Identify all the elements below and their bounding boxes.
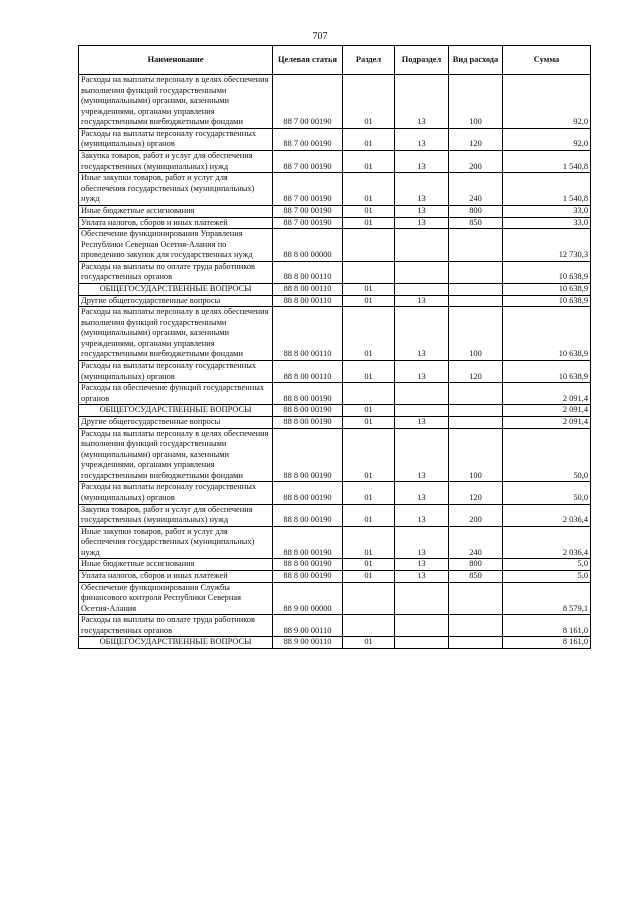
cell-name: Уплата налогов, сборов и иных платежей xyxy=(79,571,273,583)
cell-vid: 120 xyxy=(449,361,503,383)
cell-target-code: 88 8 00 00190 xyxy=(273,504,343,526)
cell-target-code: 88 7 00 00190 xyxy=(273,75,343,129)
cell-target-code: 88 7 00 00190 xyxy=(273,217,343,229)
cell-target-code: 88 8 00 00190 xyxy=(273,428,343,482)
cell-razdel xyxy=(343,383,395,405)
table-row xyxy=(79,205,591,217)
cell-name: Другие общегосударственные вопросы xyxy=(79,416,273,428)
cell-razdel: 01 xyxy=(343,482,395,504)
cell-target-code: 88 8 00 00190 xyxy=(273,405,343,417)
cell-podrazdel: 13 xyxy=(395,361,449,383)
cell-name: ОБЩЕГОСУДАРСТВЕННЫЕ ВОПРОСЫ xyxy=(79,405,273,417)
table-row xyxy=(79,416,591,428)
cell-name: Закупка товаров, работ и услуг для обеспечения государственных (муниципальных) нужд xyxy=(79,504,273,526)
cell-razdel: 01 xyxy=(343,416,395,428)
table-row xyxy=(79,405,591,417)
cell-target-code: 88 8 00 00110 xyxy=(273,283,343,295)
cell-name: Обеспечение функционирования Службы финансового контроля Республики Северная Осетия-Алания xyxy=(79,582,273,615)
cell-target-code: 88 8 00 00190 xyxy=(273,383,343,405)
cell-razdel: 01 xyxy=(343,173,395,206)
cell-target-code: 88 9 00 00110 xyxy=(273,615,343,637)
cell-vid xyxy=(449,283,503,295)
table-body xyxy=(79,75,591,649)
cell-vid xyxy=(449,295,503,307)
cell-sum: 1 540,8 xyxy=(503,151,591,173)
header-row xyxy=(79,46,591,75)
cell-name: Закупка товаров, работ и услуг для обеспечения государственных (муниципальных) нужд xyxy=(79,151,273,173)
table-row xyxy=(79,75,591,129)
cell-name: Иные закупки товаров, работ и услуг для обеспечения государственных (муниципальных) нужд xyxy=(79,173,273,206)
table-row xyxy=(79,307,591,361)
cell-target-code: 88 8 00 00190 xyxy=(273,482,343,504)
cell-name: Расходы на выплаты персоналу государственных (муниципальных) органов xyxy=(79,482,273,504)
header-razdel: Раздел xyxy=(343,46,395,75)
header-podrazdel: Подраздел xyxy=(395,46,449,75)
cell-name: Расходы на выплаты персоналу государственных (муниципальных) органов xyxy=(79,361,273,383)
cell-vid: 240 xyxy=(449,173,503,206)
cell-podrazdel: 13 xyxy=(395,128,449,150)
cell-name: Другие общегосударственные вопросы xyxy=(79,295,273,307)
table-row xyxy=(79,582,591,615)
cell-razdel: 01 xyxy=(343,75,395,129)
cell-name: ОБЩЕГОСУДАРСТВЕННЫЕ ВОПРОСЫ xyxy=(79,637,273,649)
cell-podrazdel xyxy=(395,615,449,637)
table-row xyxy=(79,428,591,482)
table-header xyxy=(79,46,591,75)
cell-target-code: 88 8 00 00190 xyxy=(273,571,343,583)
cell-podrazdel: 13 xyxy=(395,428,449,482)
cell-sum: 12 730,3 xyxy=(503,229,591,262)
cell-vid xyxy=(449,229,503,262)
cell-razdel: 01 xyxy=(343,571,395,583)
table-row xyxy=(79,128,591,150)
cell-sum: 1 540,8 xyxy=(503,173,591,206)
cell-name: Расходы на выплаты по оплате труда работников государственных органов xyxy=(79,615,273,637)
cell-razdel: 01 xyxy=(343,526,395,559)
cell-razdel: 01 xyxy=(343,205,395,217)
cell-podrazdel xyxy=(395,283,449,295)
cell-vid: 800 xyxy=(449,205,503,217)
cell-name: ОБЩЕГОСУДАРСТВЕННЫЕ ВОПРОСЫ xyxy=(79,283,273,295)
cell-podrazdel: 13 xyxy=(395,307,449,361)
header-sum: Сумма xyxy=(503,46,591,75)
header-vid: Вид расхода xyxy=(449,46,503,75)
cell-name: Иные бюджетные ассигнования xyxy=(79,205,273,217)
cell-sum: 8 579,1 xyxy=(503,582,591,615)
cell-name: Расходы на выплаты персоналу в целях обеспечения выполнения функций государственными (муниципальными) органами, казенными учреждениями, органами управления государственными внебюджетными фондами xyxy=(79,307,273,361)
cell-podrazdel xyxy=(395,637,449,649)
cell-target-code: 88 8 00 00190 xyxy=(273,559,343,571)
cell-target-code: 88 8 00 00000 xyxy=(273,229,343,262)
cell-vid xyxy=(449,405,503,417)
cell-vid: 100 xyxy=(449,307,503,361)
cell-vid: 120 xyxy=(449,128,503,150)
cell-razdel: 01 xyxy=(343,361,395,383)
cell-razdel xyxy=(343,261,395,283)
cell-vid: 100 xyxy=(449,428,503,482)
cell-sum: 10 638,9 xyxy=(503,307,591,361)
table-row xyxy=(79,571,591,583)
cell-name: Расходы на выплаты по оплате труда работников государственных органов xyxy=(79,261,273,283)
header-code: Целевая статья xyxy=(273,46,343,75)
cell-vid xyxy=(449,637,503,649)
table-row xyxy=(79,559,591,571)
cell-sum: 33,0 xyxy=(503,217,591,229)
table-row xyxy=(79,151,591,173)
cell-name: Расходы на выплаты персоналу в целях обеспечения выполнения функций государственными (муниципальными) органами, казенными учреждениями, органами управления государственными внебюджетными фондами xyxy=(79,75,273,129)
cell-podrazdel: 13 xyxy=(395,571,449,583)
cell-target-code: 88 7 00 00190 xyxy=(273,151,343,173)
cell-vid: 200 xyxy=(449,151,503,173)
cell-vid xyxy=(449,416,503,428)
cell-sum: 2 091,4 xyxy=(503,416,591,428)
cell-sum: 10 638,9 xyxy=(503,283,591,295)
cell-sum: 5,0 xyxy=(503,559,591,571)
cell-vid xyxy=(449,582,503,615)
cell-vid: 800 xyxy=(449,559,503,571)
cell-podrazdel xyxy=(395,261,449,283)
table-row xyxy=(79,383,591,405)
page-number: 707 xyxy=(312,31,328,42)
cell-podrazdel: 13 xyxy=(395,295,449,307)
cell-razdel: 01 xyxy=(343,559,395,571)
cell-target-code: 88 8 00 00190 xyxy=(273,416,343,428)
cell-name: Уплата налогов, сборов и иных платежей xyxy=(79,217,273,229)
cell-vid: 200 xyxy=(449,504,503,526)
cell-name: Расходы на выплаты персоналу в целях обеспечения выполнения функций государственными (муниципальными) органами, казенными учреждениями, органами управления государственными внебюджетными фондами xyxy=(79,428,273,482)
budget-table xyxy=(78,45,591,649)
cell-podrazdel: 13 xyxy=(395,173,449,206)
cell-name: Иные бюджетные ассигнования xyxy=(79,559,273,571)
cell-podrazdel: 13 xyxy=(395,526,449,559)
cell-razdel: 01 xyxy=(343,295,395,307)
cell-razdel: 01 xyxy=(343,405,395,417)
cell-razdel xyxy=(343,615,395,637)
cell-sum: 50,0 xyxy=(503,428,591,482)
cell-razdel: 01 xyxy=(343,128,395,150)
cell-podrazdel: 13 xyxy=(395,416,449,428)
cell-name: Обеспечение функционирования Управления Республики Северная Осетия-Алания по проведению закупок для государственных нужд xyxy=(79,229,273,262)
header-name: Наименование xyxy=(79,46,273,75)
cell-vid xyxy=(449,615,503,637)
cell-sum: 8 161,0 xyxy=(503,637,591,649)
cell-podrazdel: 13 xyxy=(395,217,449,229)
table-row xyxy=(79,173,591,206)
cell-vid: 850 xyxy=(449,571,503,583)
cell-podrazdel: 13 xyxy=(395,559,449,571)
cell-vid: 120 xyxy=(449,482,503,504)
cell-vid xyxy=(449,261,503,283)
cell-razdel: 01 xyxy=(343,217,395,229)
cell-sum: 92,0 xyxy=(503,75,591,129)
cell-sum: 2 036,4 xyxy=(503,504,591,526)
cell-name: Расходы на выплаты персоналу государственных (муниципальных) органов xyxy=(79,128,273,150)
cell-podrazdel: 13 xyxy=(395,75,449,129)
cell-name: Расходы на обеспечение функций государственных органов xyxy=(79,383,273,405)
table-row xyxy=(79,283,591,295)
cell-vid xyxy=(449,383,503,405)
cell-vid: 850 xyxy=(449,217,503,229)
cell-razdel: 01 xyxy=(343,637,395,649)
cell-podrazdel: 13 xyxy=(395,151,449,173)
cell-target-code: 88 8 00 00110 xyxy=(273,307,343,361)
table-row xyxy=(79,261,591,283)
cell-vid: 240 xyxy=(449,526,503,559)
cell-razdel: 01 xyxy=(343,283,395,295)
table-row xyxy=(79,637,591,649)
cell-razdel: 01 xyxy=(343,151,395,173)
cell-razdel: 01 xyxy=(343,428,395,482)
cell-podrazdel: 13 xyxy=(395,504,449,526)
cell-sum: 10 638,9 xyxy=(503,261,591,283)
cell-razdel xyxy=(343,229,395,262)
cell-podrazdel xyxy=(395,405,449,417)
cell-target-code: 88 7 00 00190 xyxy=(273,173,343,206)
table-row xyxy=(79,482,591,504)
table-row xyxy=(79,229,591,262)
table-row xyxy=(79,504,591,526)
cell-sum: 2 036,4 xyxy=(503,526,591,559)
cell-sum: 92,0 xyxy=(503,128,591,150)
table-row xyxy=(79,361,591,383)
cell-podrazdel xyxy=(395,582,449,615)
cell-sum: 8 161,0 xyxy=(503,615,591,637)
cell-target-code: 88 7 00 00190 xyxy=(273,128,343,150)
cell-razdel: 01 xyxy=(343,307,395,361)
cell-target-code: 88 9 00 00110 xyxy=(273,637,343,649)
cell-vid: 100 xyxy=(449,75,503,129)
cell-sum: 33,0 xyxy=(503,205,591,217)
cell-podrazdel xyxy=(395,383,449,405)
cell-sum: 2 091,4 xyxy=(503,405,591,417)
table-row xyxy=(79,295,591,307)
table-row xyxy=(79,615,591,637)
cell-target-code: 88 8 00 00110 xyxy=(273,295,343,307)
cell-target-code: 88 9 00 00000 xyxy=(273,582,343,615)
cell-podrazdel: 13 xyxy=(395,482,449,504)
cell-podrazdel: 13 xyxy=(395,205,449,217)
cell-razdel: 01 xyxy=(343,504,395,526)
cell-target-code: 88 8 00 00110 xyxy=(273,261,343,283)
table-row xyxy=(79,217,591,229)
table-row xyxy=(79,526,591,559)
cell-target-code: 88 8 00 00190 xyxy=(273,526,343,559)
cell-sum: 50,0 xyxy=(503,482,591,504)
cell-podrazdel xyxy=(395,229,449,262)
cell-razdel xyxy=(343,582,395,615)
cell-name: Иные закупки товаров, работ и услуг для обеспечения государственных (муниципальных) нужд xyxy=(79,526,273,559)
cell-sum: 5,0 xyxy=(503,571,591,583)
cell-sum: 10 638,9 xyxy=(503,361,591,383)
cell-sum: 2 091,4 xyxy=(503,383,591,405)
cell-sum: 10 638,9 xyxy=(503,295,591,307)
cell-target-code: 88 8 00 00110 xyxy=(273,361,343,383)
cell-target-code: 88 7 00 00190 xyxy=(273,205,343,217)
